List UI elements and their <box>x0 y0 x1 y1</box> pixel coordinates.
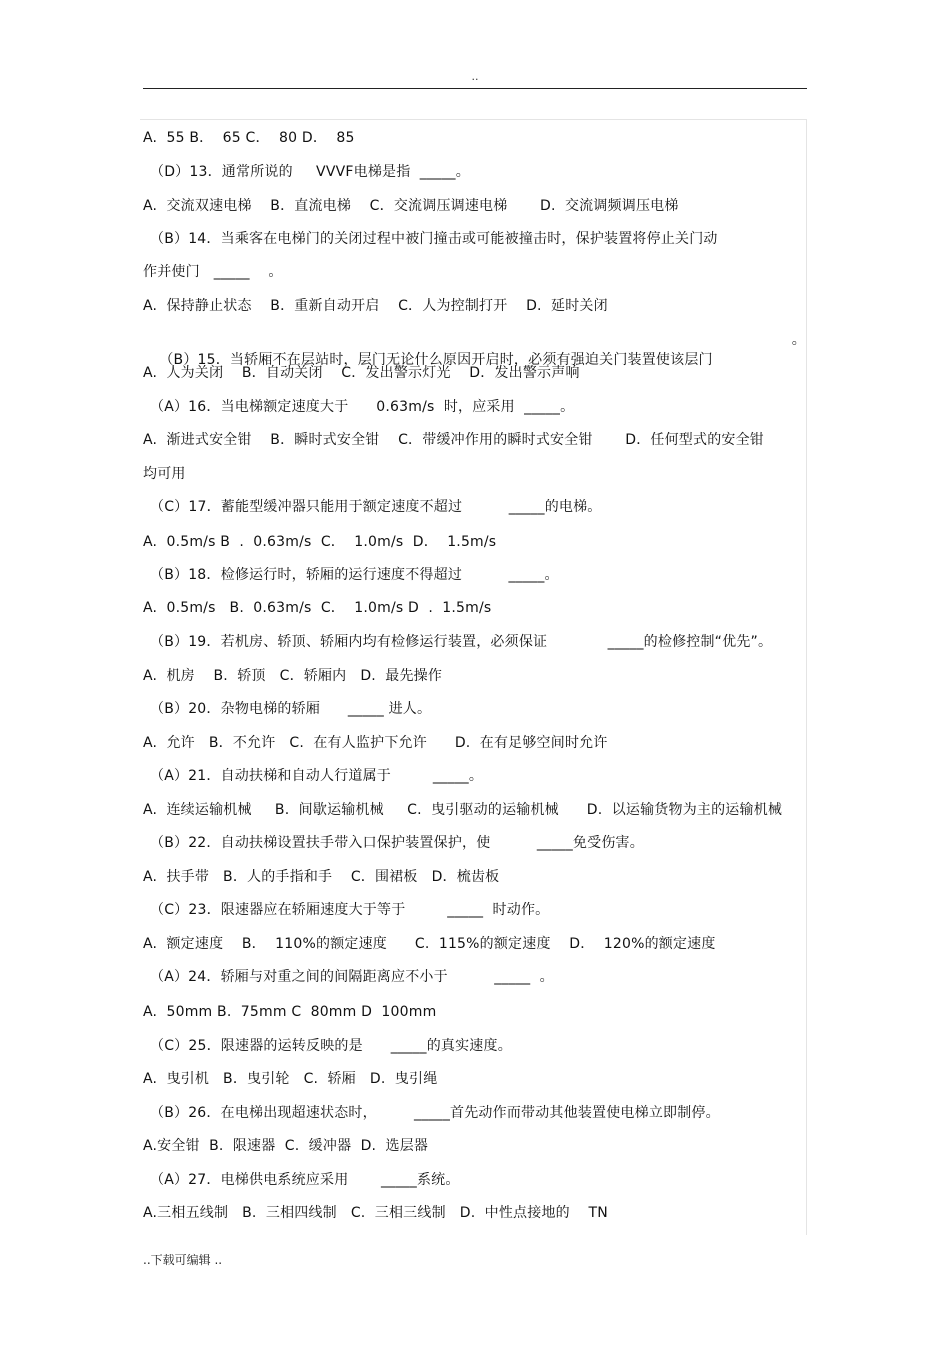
question-19: （B）19．若机房、轿顶、轿厢内均有检修运行装置，必须保证 _____的检修控制“优先”。 <box>150 634 773 650</box>
answer-options-q15: A. 人为关闭 B．自动关闭 C．发出警示灯光 D．发出警示声响 <box>143 365 580 381</box>
answer-options-q26: A.安全钳 B. 限速器 C. 缓冲器 D. 选层器 <box>143 1138 429 1154</box>
question-24: （A）24．轿厢与对重之间的间隔距离应不小于 _____ 。 <box>150 969 554 985</box>
answer-options-q20: A. 允许 B．不允许 C. 在有人监护下允许 D. 在有足够空间时允许 <box>143 735 608 751</box>
answer-options-q13: A. 交流双速电梯 B．直流电梯 C．交流调压调速电梯 D. 交流调频调压电梯 <box>143 198 679 214</box>
answer-options-q22: A. 扶手带 B．人的手指和手 C．围裙板 D．梳齿板 <box>143 869 500 885</box>
answer-options-q16: A. 渐进式安全钳 B．瞬时式安全钳 C．带缓冲作用的瞬时式安全钳 D．任何型式的安全钳 <box>143 432 764 448</box>
question-14: （B）14．当乘客在电梯门的关闭过程中被门撞击或可能被撞击时，保护装置将停止关门动 <box>150 231 718 247</box>
answer-options-q25: A. 曳引机 B．曳引轮 C. 轿厢 D. 曳引绳 <box>143 1071 438 1087</box>
answer-options-q16-cont: 均可用 <box>143 466 186 482</box>
answer-options-q24: A. 50mm B. 75mm C 80mm D 100mm <box>143 1004 437 1020</box>
answer-options-q12: A. 55 B． 65 C． 80 D． 85 <box>143 130 355 146</box>
question-13: （D）13．通常所说的 VVVF电梯是指 _____。 <box>150 164 470 180</box>
question-21: （A）21．自动扶梯和自动人行道属于 _____。 <box>150 768 484 784</box>
page-header-mark: .. <box>471 70 479 83</box>
answer-options-q14: A. 保持静止状态 B．重新自动开启 C．人为控制打开 D. 延时关闭 <box>143 298 608 314</box>
question-20: （B）20．杂物电梯的轿厢 _____ 进人。 <box>150 701 432 717</box>
answer-options-q19: A. 机房 B. 轿顶 C．轿厢内 D. 最先操作 <box>143 668 443 684</box>
question-26: （B）26．在电梯出现超速状态时， _____首先动作而带动其他装置使电梯立即制停。 <box>150 1105 720 1121</box>
answer-options-q18: A. 0.5m/s B. 0.63m/s C． 1.0m/s D . 1.5m/s <box>143 600 492 616</box>
answer-options-q21: A. 连续运输机械 B. 间歇运输机械 C. 曳引驱动的运输机械 D. 以运输货物为主的运输机械 <box>143 802 783 818</box>
answer-options-q17: A. 0.5m/s B . 0.63m/s C． 1.0m/s D． 1.5m/s <box>143 534 497 550</box>
answer-options-q23: A. 额定速度 B． 110%的额定速度 C. 115%的额定速度 D． 120%的额定速度 <box>143 936 716 952</box>
question-16: （A）16．当电梯额定速度大于 0.63m/s 时，应采用 _____。 <box>150 399 575 415</box>
question-25: （C）25．限速器的运转反映的是 _____的真实速度。 <box>150 1038 512 1054</box>
question-15-text: （B）15．当轿厢不在层站时，层门无论什么原因开启时，必须有强迫关门装置使该层门 <box>159 352 713 368</box>
question-14-cont: 作并使门 _____ 。 <box>143 264 283 280</box>
question-22: （B）22．自动扶梯设置扶手带入口保护装置保护，使 _____免受伤害。 <box>150 835 644 851</box>
page-footer: ..下载可编辑 .. <box>143 1253 223 1267</box>
question-23: （C）23．限速器应在轿厢速度大于等于 _____ 时动作。 <box>150 902 550 918</box>
question-17: （C）17．蓄能型缓冲器只能用于额定速度不超过 _____的电梯。 <box>150 499 602 515</box>
answer-options-q27: A.三相五线制 B. 三相四线制 C. 三相三线制 D. 中性点接地的 TN <box>143 1205 608 1221</box>
question-15-end-mark: 。 <box>791 332 806 348</box>
question-27: （A）27．电梯供电系统应采用 _____系统。 <box>150 1172 460 1188</box>
header-rule <box>143 88 807 89</box>
question-18: （B）18．检修运行时，轿厢的运行速度不得超过 _____。 <box>150 567 559 583</box>
